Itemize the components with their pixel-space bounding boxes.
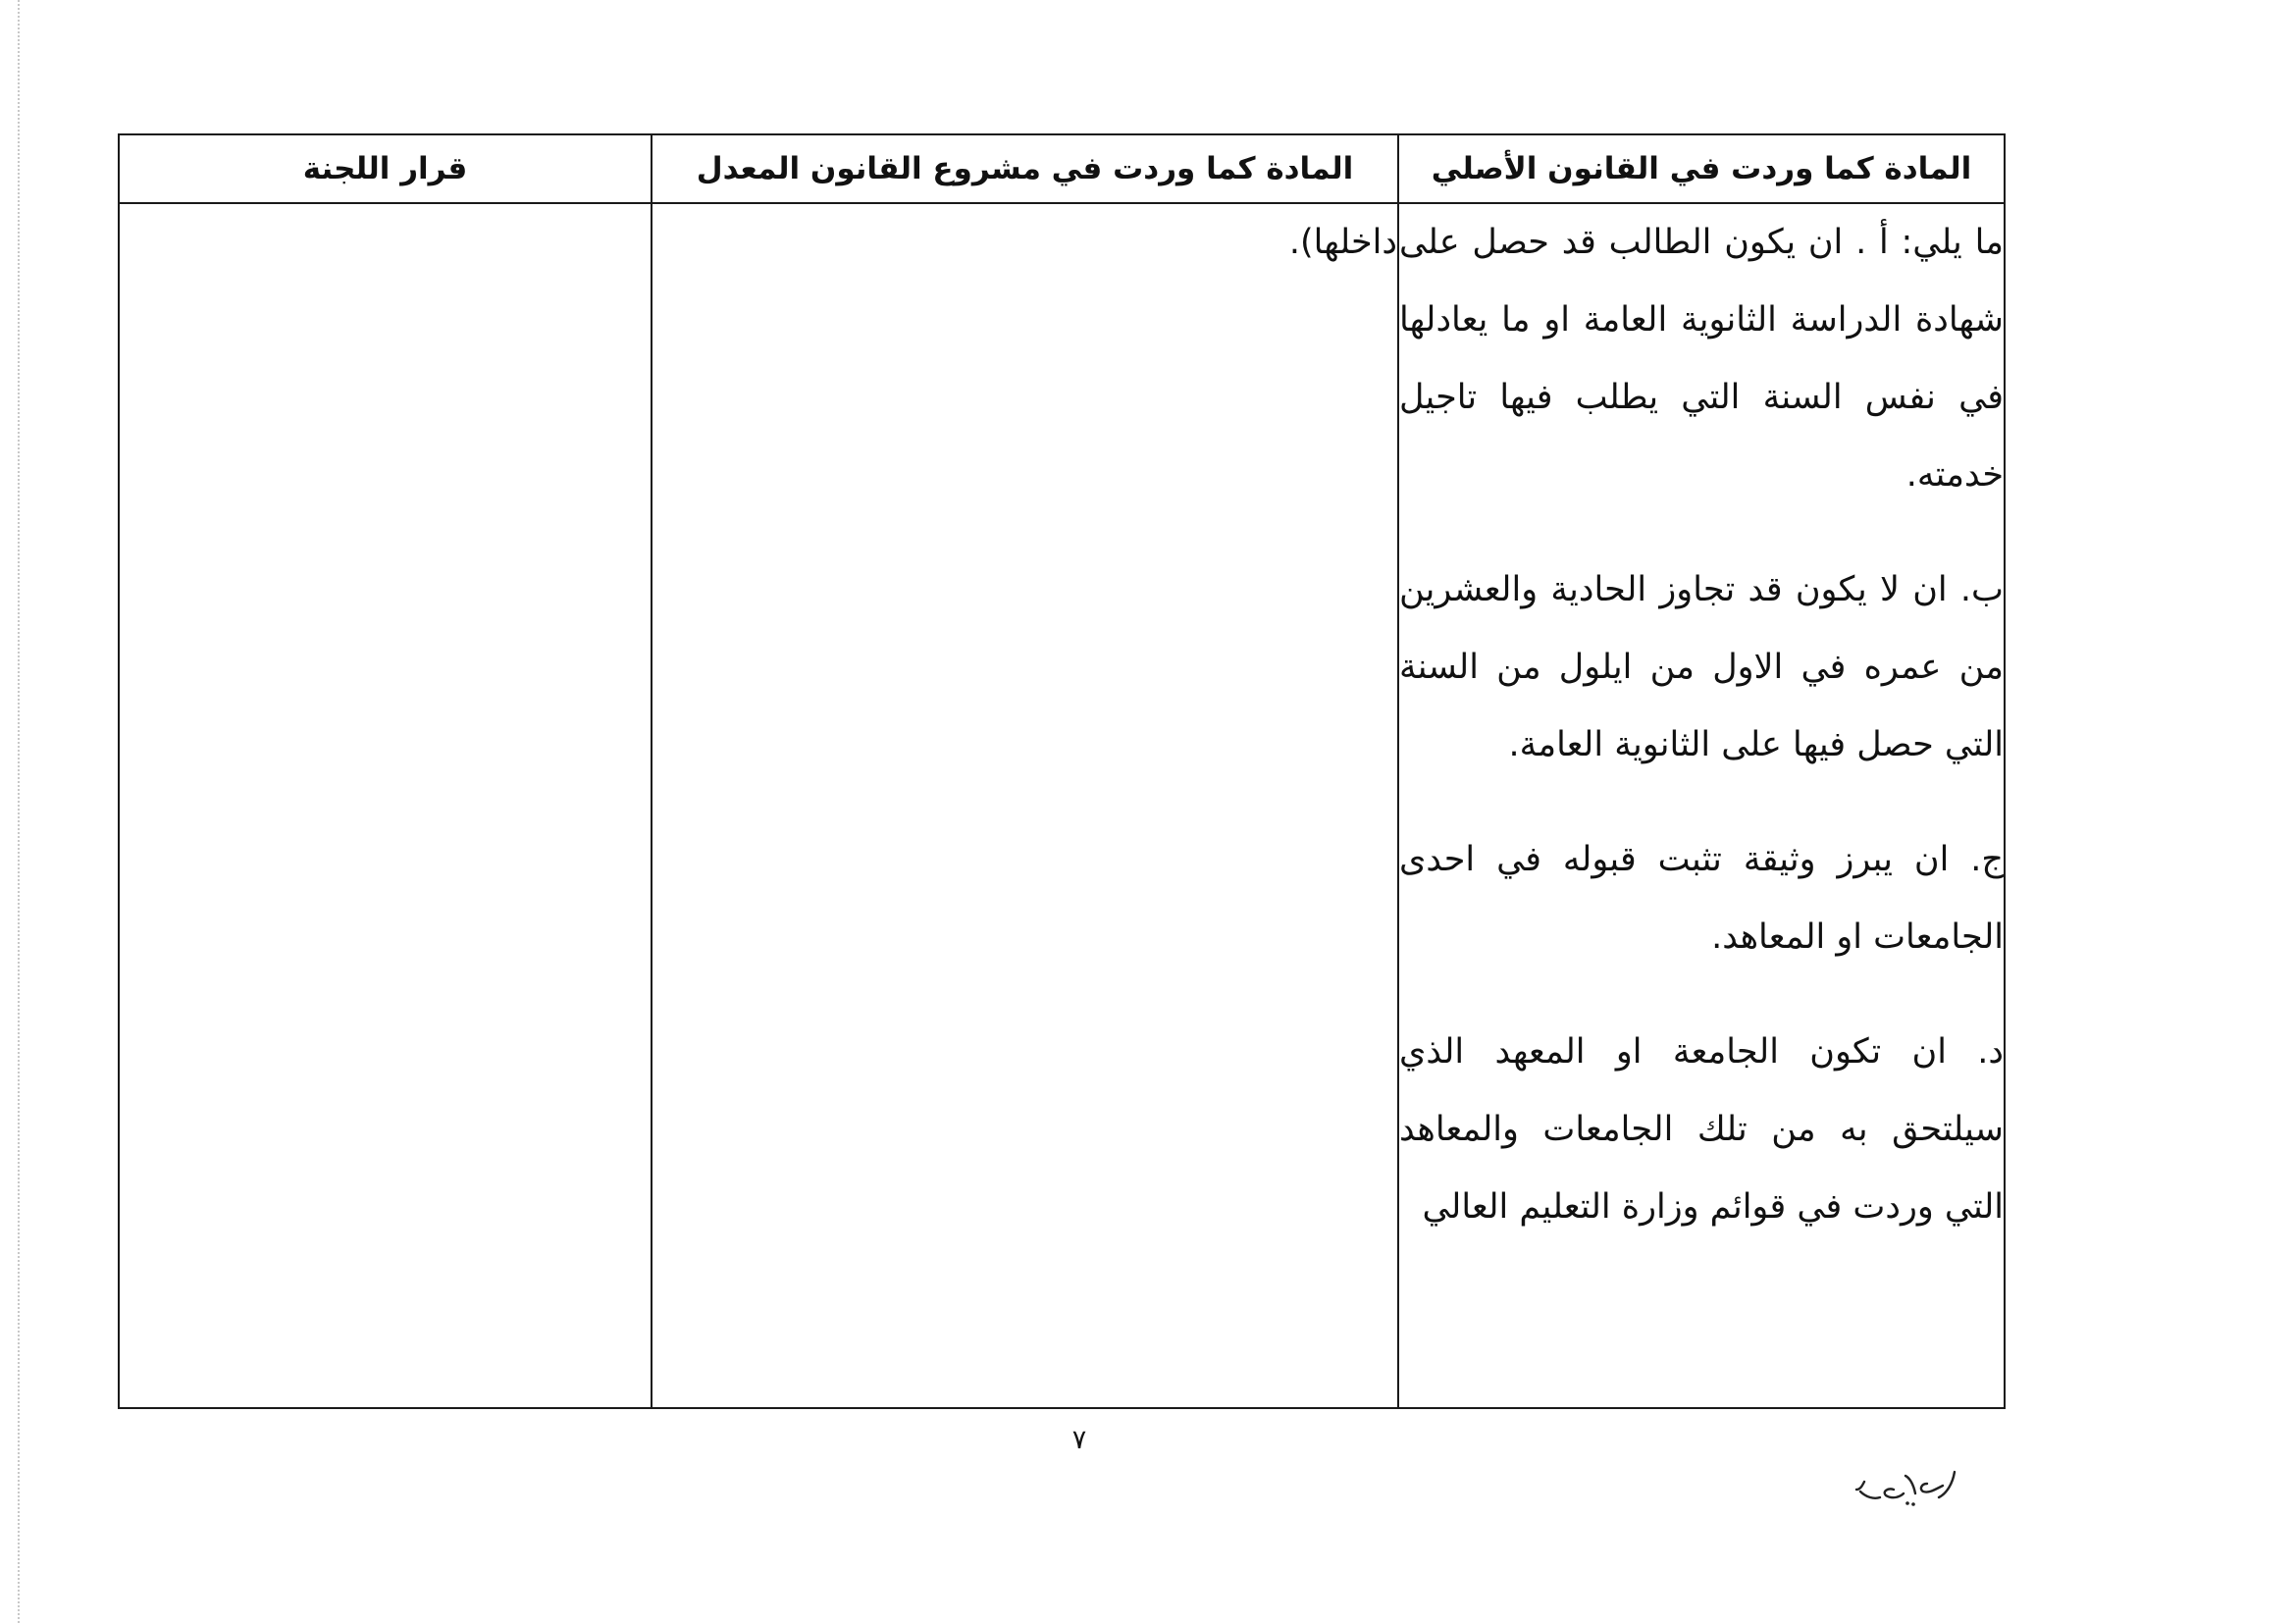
header-original-law: المادة كما وردت في القانون الأصلي xyxy=(1398,134,2005,203)
comparison-table xyxy=(118,133,2006,1409)
header-committee-decision: قرار اللجنة xyxy=(119,134,652,203)
original-paragraph-b: ب. ان لا يكون قد تجاوز الحادية والعشرين من عمره في الاول من ايلول من السنة التي حصل فيها على الثانوية العامة. xyxy=(1399,570,2004,764)
header-amended-law: المادة كما وردت في مشروع القانون المعدل xyxy=(652,134,1398,203)
original-law-cell xyxy=(1398,203,2005,1408)
page-number: ٧ xyxy=(1071,1425,1087,1455)
original-paragraph-d: د. ان تكون الجامعة او المعهد الذي سيلتحق به من تلك الجامعات والمعاهد التي وردت في قوائم وزارة التعليم العالي xyxy=(1399,1032,2004,1227)
handwritten-signature xyxy=(1845,1464,1962,1509)
amended-law-cell xyxy=(652,203,1398,1408)
original-paragraph-c: ج. ان يبرز وثيقة تثبت قبوله في احدى الجامعات او المعاهد. xyxy=(1399,840,2004,957)
header-row xyxy=(119,134,2005,203)
content-row xyxy=(119,203,2005,1408)
original-paragraph-a: ما يلي: أ . ان يكون الطالب قد حصل على شهادة الدراسة الثانوية العامة او ما يعادلها في نفس السنة التي يطلب فيها تاجيل خدمته. xyxy=(1399,223,2004,495)
scan-left-edge xyxy=(18,0,20,1623)
amended-text: داخلها). xyxy=(1288,223,1397,262)
committee-decision-cell xyxy=(119,203,652,1408)
